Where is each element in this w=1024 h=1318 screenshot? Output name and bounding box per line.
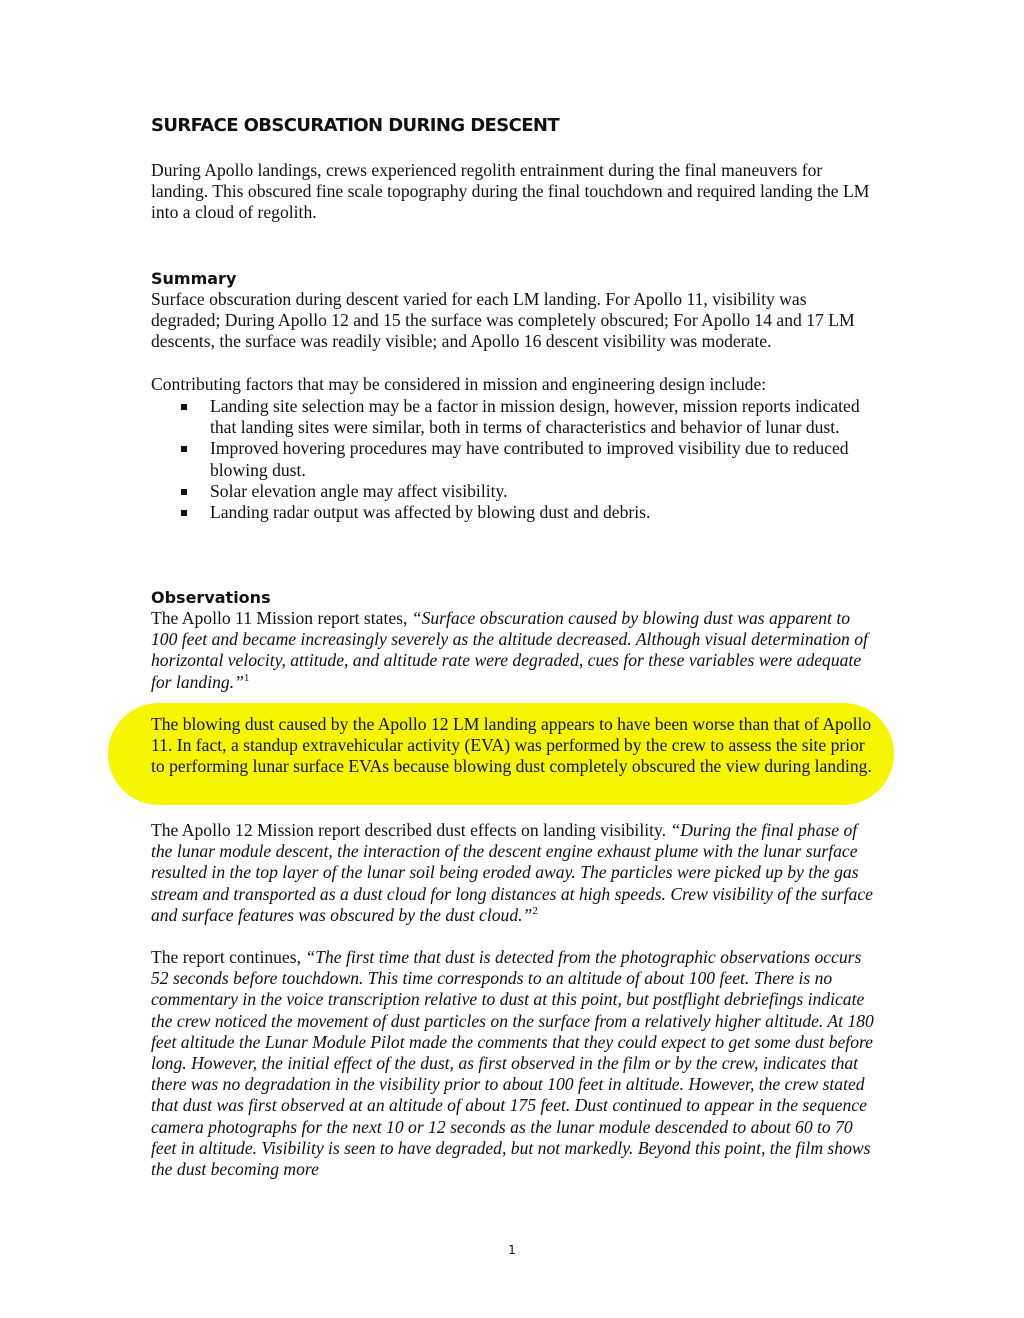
footnote-marker: 2 xyxy=(532,904,538,917)
quotation: “The first time that dust is detected from the photographic observations occurs 52 seconds before touchdown. This time corresponds to an altitude of about 100 feet. There is no commentary in the voice transcription relative to dust at this point, but postflight debriefings indicate the crew noticed the movement of dust particles on the surface from a relatively higher altitude. At 180 feet altitude the Lunar Module Pilot made the comments that they could expect to get some dust before long. However, the initial effect of the dust, as first observed in the film or by the crew, indicates that there was no degradation in the visibility prior to about 100 feet in altitude. However, the crew stated that dust was first observed at an altitude of about 175 feet. Dust continued to appear in the sequence camera photographs for the next 10 or 12 seconds as the lunar module descended to about 60 to 70 feet in altitude. Visibility is seen to have degraded, but not markedly. Beyond this point, the film shows the dust becoming more xyxy=(151,947,874,1180)
apollo12-observation xyxy=(151,820,879,926)
page-number: 1 xyxy=(508,1243,516,1257)
list-item-text: Landing site selection may be a factor in mission design, however, mission reports indicated that landing sites were similar, both in terms of characteristics and behavior of lunar dust. xyxy=(210,396,860,438)
square-bullet-icon xyxy=(181,510,187,516)
list-item-text: Improved hovering procedures may have contributed to improved visibility due to reduced blowing dust. xyxy=(210,438,849,480)
square-bullet-icon xyxy=(181,446,187,452)
list-item xyxy=(151,396,879,438)
summary-paragraph: Surface obscuration during descent varied for each LM landing. For Apollo 11, visibility was degraded; During Apollo 12 and 15 the surface was completely obscured; For Apollo 14 and 17 LM descents, the surface was readily visible; and Apollo 16 descent visibility was moderate. xyxy=(151,289,855,352)
paragraph-lead: The Apollo 12 Mission report described dust effects on landing visibility. xyxy=(151,820,671,840)
list-item xyxy=(151,481,879,502)
apollo11-observation xyxy=(151,608,879,693)
footnote-marker: 1 xyxy=(243,671,250,684)
list-item-text: Solar elevation angle may affect visibility. xyxy=(210,480,508,501)
square-bullet-icon xyxy=(181,404,187,410)
factors-list xyxy=(151,396,879,523)
intro-paragraph: During Apollo landings, crews experienced regolith entrainment during the final maneuvers for landing. This obscured fine scale topography during the final touchdown and required landing the LM into a cloud of regolith. xyxy=(151,160,870,223)
factors-intro: Contributing factors that may be considered in mission and engineering design include: xyxy=(151,374,767,394)
quotation: “Surface obscuration caused by blowing dust was apparent to 100 feet and became increasingly severely as the altitude decreased. Although visual determination of horizontal velocity, attitude, and altitude rate were degraded, cues for these variables were adequate for landing.” xyxy=(151,608,868,692)
highlighted-paragraph: The blowing dust caused by the Apollo 12 LM landing appears to have been worse than that of Apollo 11. In fact, a standup extravehicular activity (EVA) was performed by the crew to assess the site prior to performing lunar surface EVAs because blowing dust completely obscured the view during landing. xyxy=(151,714,872,777)
list-item xyxy=(151,438,879,480)
list-item-text: Landing radar output was affected by blowing dust and debris. xyxy=(210,502,651,523)
observations-heading: Observations xyxy=(151,588,271,607)
paragraph-lead: The Apollo 11 Mission report states, xyxy=(151,608,412,628)
square-bullet-icon xyxy=(181,489,187,495)
document-title: SURFACE OBSCURATION DURING DESCENT xyxy=(151,115,560,136)
summary-heading: Summary xyxy=(151,269,237,288)
quotation: “During the final phase of the lunar module descent, the interaction of the descent engine exhaust plume with the lunar surface resulted in the top layer of the lunar soil being eroded away. The particles were picked up by the gas stream and transported as a dust cloud for long distances at high speeds. Crew visibility of the surface and surface features was obscured by the dust cloud.” xyxy=(151,820,873,925)
list-item xyxy=(151,502,879,523)
paragraph-lead: The report continues, xyxy=(151,947,306,967)
report-continues-paragraph xyxy=(151,947,879,1180)
